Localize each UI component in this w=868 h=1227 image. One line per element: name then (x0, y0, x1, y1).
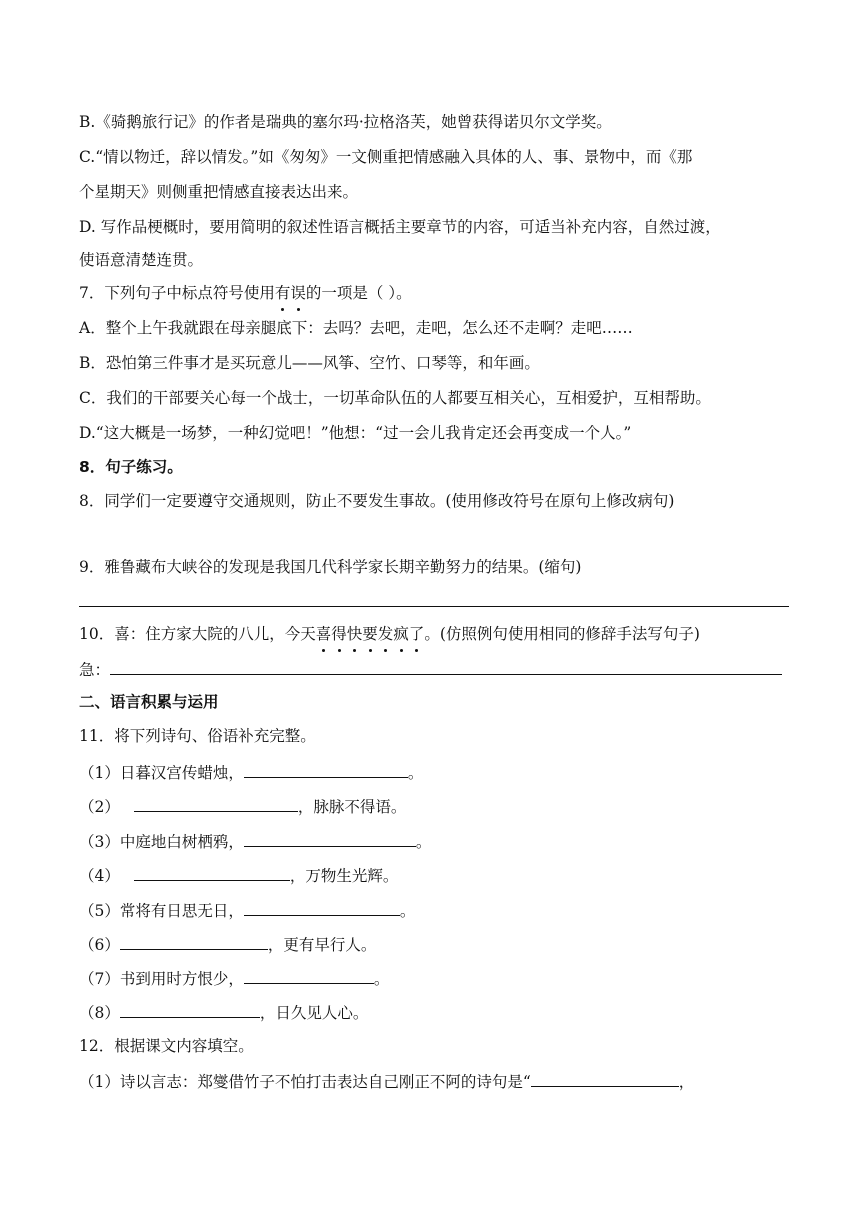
q10-text (79, 622, 700, 646)
q11-item-post: ，万物生光辉。 (289, 867, 399, 885)
q11-blank-8[interactable] (120, 999, 260, 1018)
q7-emphasis-char: 有 (275, 281, 291, 305)
q6-option-d-line1: D. 写作品梗概时，要用简明的叙述性语言概括主要章节的内容，可适当补充内容，自然过渡， (79, 218, 721, 236)
q11-item-6 (79, 931, 376, 957)
q11-item-post: ，更有早行人。 (267, 936, 377, 954)
q7-option-d: D.“这大概是一场梦，一种幻觉吧！”他想：“过一会儿我肯定还会再变成一个人。” (79, 424, 632, 442)
q7-option-b: B．恐怕第三件事才是买玩意儿——风筝、空竹、口琴等，和年画。 (79, 354, 540, 372)
q11-item-1 (79, 759, 423, 785)
q11-blank-5[interactable] (244, 897, 400, 916)
section-sentence-practice: 8．句子练习。 (79, 458, 183, 476)
q11-item-7 (79, 965, 389, 991)
q11-blank-3[interactable] (244, 828, 416, 847)
q10-emphasis-char: 疯 (393, 622, 409, 646)
q11-item-post: 。 (373, 970, 390, 988)
q11-blank-2[interactable] (134, 793, 298, 812)
q7-option-c: C．我们的干部要关心每一个战士，一切革命队伍的人都要互相关心，互相爱护，互相帮助。 (79, 389, 711, 407)
q10-answer-label: 急： (79, 661, 111, 679)
q11-item-num: （8） (79, 1004, 120, 1022)
q7-stem-pre: 7．下列句子中标点符号使用 (79, 284, 275, 302)
q10-post: 。(仿照例句使用相同的修辞手法写句子) (424, 625, 700, 643)
q7-emphasis-char: 误 (290, 281, 306, 305)
q11-stem: 11．将下列诗句、俗语补充完整。 (79, 727, 316, 745)
q12-item-1 (79, 1068, 694, 1094)
q11-item-2 (79, 793, 406, 819)
q11-item-pre: 中庭地白树栖鸦， (119, 833, 244, 851)
q10-emphasis-char: 快 (347, 622, 363, 646)
q11-item-8 (79, 999, 368, 1025)
q11-item-post: ，日久见人心。 (259, 1004, 369, 1022)
q11-blank-1[interactable] (244, 759, 408, 778)
q12-item1-post: ， (678, 1073, 695, 1091)
q11-item-num: （4） (79, 867, 120, 885)
q6-option-d-line2: 使语意清楚连贯。 (79, 251, 204, 269)
q11-item-num: （6） (79, 936, 120, 954)
q11-blank-4[interactable] (134, 862, 290, 881)
q11-item-num: （5） (79, 902, 120, 920)
q10-emphasis-char: 了 (409, 622, 425, 646)
q11-item-post: 。 (415, 833, 432, 851)
q11-item-post: 。 (407, 764, 424, 782)
q9-text: 9．雅鲁藏布大峡谷的发现是我国几代科学家长期辛勤努力的结果。(缩句) (79, 558, 582, 576)
q11-item-post: ，脉脉不得语。 (297, 798, 407, 816)
q10-emphasis-char: 喜 (316, 622, 332, 646)
q10-emphasis-char: 发 (378, 622, 394, 646)
q12-blank-1[interactable] (531, 1068, 679, 1087)
q10-answer-row (79, 656, 782, 682)
q11-item-pre: 常将有日思无日， (119, 902, 244, 920)
q11-item-num: （3） (79, 833, 120, 851)
q7-option-a: A．整个上午我就跟在母亲腿底下：去吗？去吧，走吧，怎么还不走啊？走吧…… (79, 319, 633, 337)
q11-item-4 (79, 862, 398, 888)
q11-item-pre: 书到用时方恨少， (119, 970, 244, 988)
q6-option-c-line2: 个星期天》则侧重把情感直接表达出来。 (79, 183, 359, 201)
q10-emphasis-char: 要 (362, 622, 378, 646)
q11-item-3 (79, 828, 431, 854)
q6-option-b: B.《骑鹅旅行记》的作者是瑞典的塞尔玛·拉格洛芙，她曾获得诺贝尔文学奖。 (79, 113, 612, 131)
q7-stem (79, 281, 412, 305)
q7-stem-post: 的一项是（ ）。 (305, 284, 412, 302)
q11-item-num: （1） (79, 764, 120, 782)
q8-text: 8．同学们一定要遵守交通规则，防止不要发生事故。(使用修改符号在原句上修改病句) (79, 492, 675, 510)
section2-title: 二、语言积累与运用 (79, 693, 219, 711)
q10-answer-blank[interactable] (110, 656, 782, 675)
q9-answer-line[interactable] (79, 606, 789, 607)
q11-item-5 (79, 897, 415, 923)
q12-item1-pre: （1）诗以言志：郑燮借竹子不怕打击表达自己刚正不阿的诗句是“ (79, 1073, 531, 1091)
q12-stem: 12．根据课文内容填空。 (79, 1037, 254, 1055)
q10-pre: 10．喜：住方家大院的八儿，今天 (79, 625, 316, 643)
q6-option-c-line1: C.“情以物迁，辞以情发。”如《匆匆》一文侧重把情感融入具体的人、事、景物中，而《那 (79, 148, 693, 166)
q10-emphasis-char: 得 (331, 622, 347, 646)
q11-blank-7[interactable] (244, 965, 374, 984)
q11-item-num: （7） (79, 970, 120, 988)
q11-item-num: （2） (79, 798, 120, 816)
q11-item-post: 。 (399, 902, 416, 920)
q11-blank-6[interactable] (120, 931, 268, 950)
q11-item-pre: 日暮汉宫传蜡烛， (119, 764, 244, 782)
